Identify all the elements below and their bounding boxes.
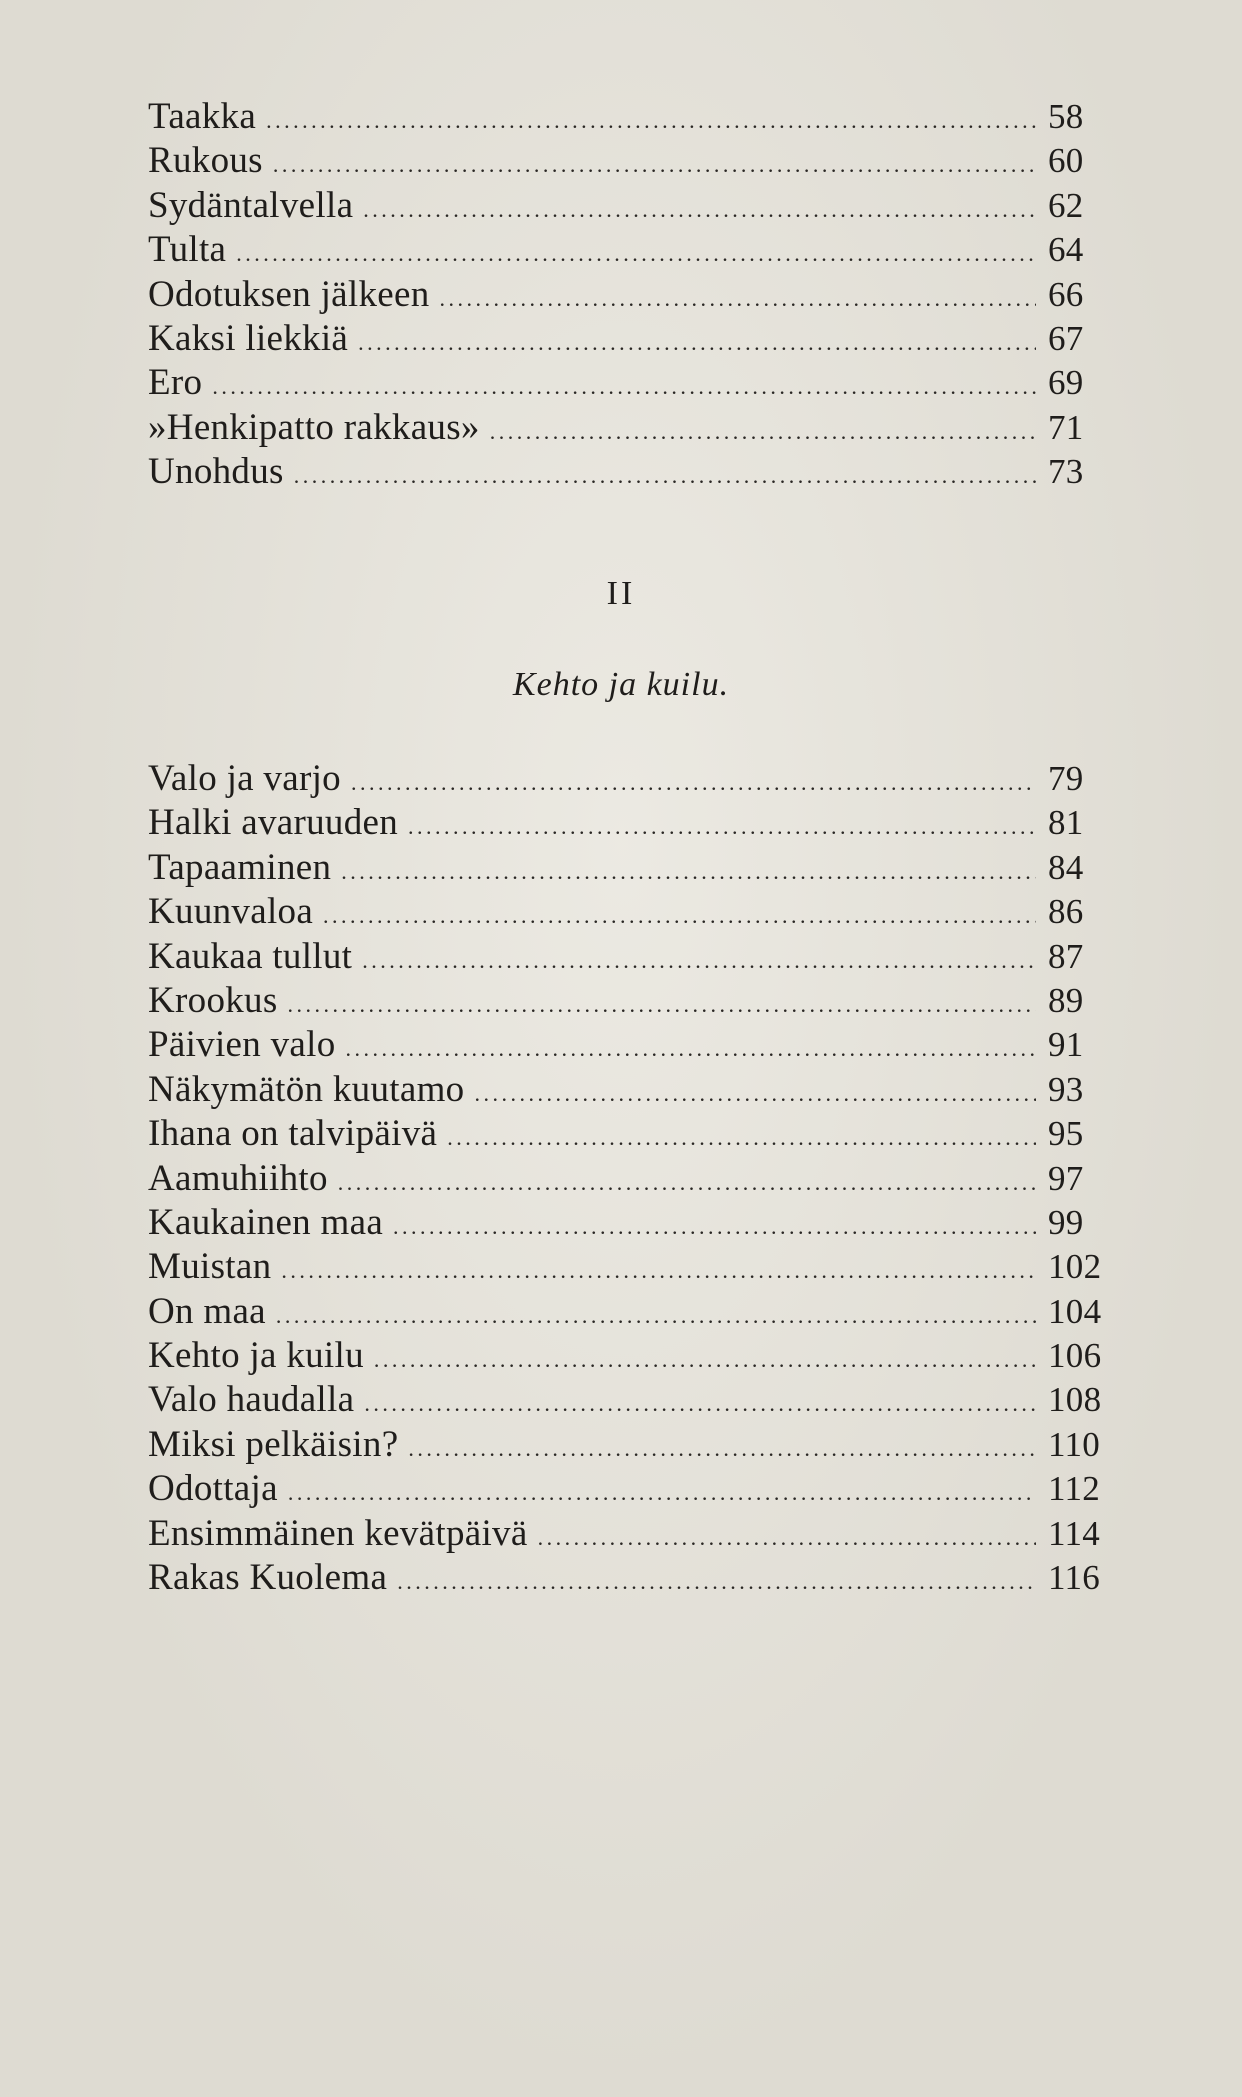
- dot-leader: [266, 99, 1036, 143]
- toc-entry-page: 93: [1048, 1069, 1084, 1109]
- toc-entry-page: 95: [1048, 1114, 1084, 1154]
- toc-entry: [148, 1290, 1112, 1334]
- toc-entry-page: 116: [1048, 1558, 1101, 1598]
- dot-leader: [397, 1560, 1036, 1604]
- dot-leader: [281, 1249, 1036, 1293]
- dot-leader: [364, 1382, 1036, 1426]
- toc-entry: [148, 361, 1112, 405]
- dot-leader: [341, 850, 1036, 894]
- dot-leader: [323, 894, 1036, 938]
- toc-entry-title: Aamuhiihto: [148, 1157, 328, 1199]
- toc-entry-page: 114: [1048, 1513, 1101, 1553]
- table-of-contents-part-1: [148, 95, 1112, 495]
- section-numeral: II: [606, 575, 636, 612]
- dot-leader: [212, 365, 1036, 409]
- toc-entry-title: Kaukainen maa: [148, 1201, 384, 1243]
- toc-entry-page: 69: [1048, 363, 1084, 403]
- toc-entry-title: Ihana on talvipäivä: [148, 1113, 438, 1155]
- toc-entry-title: Valo ja varjo: [148, 758, 341, 799]
- toc-entry: [148, 228, 1112, 272]
- toc-entry-page: 60: [1048, 141, 1084, 181]
- toc-entry-page: 97: [1048, 1158, 1084, 1198]
- toc-entry: [148, 1201, 1112, 1245]
- toc-entry-page: 110: [1048, 1424, 1101, 1464]
- toc-entry-page: 89: [1048, 980, 1084, 1020]
- toc-entry: [148, 1512, 1112, 1556]
- dot-leader: [393, 1205, 1036, 1249]
- toc-entry-title: Krookus: [148, 979, 278, 1021]
- toc-entry: [148, 935, 1112, 979]
- toc-entry-title: Odottaja: [148, 1468, 278, 1510]
- toc-entry: [148, 979, 1112, 1023]
- toc-entry: [148, 406, 1112, 450]
- toc-entry: [148, 273, 1112, 317]
- toc-entry-title: Unohdus: [148, 451, 284, 493]
- toc-entry: [148, 1068, 1112, 1112]
- toc-entry-page: 84: [1048, 847, 1084, 887]
- toc-entry-title: Tulta: [148, 229, 227, 271]
- toc-entry-page: 62: [1048, 185, 1084, 225]
- toc-entry-title: Miksi pelkäisin?: [148, 1423, 399, 1465]
- toc-entry-page: 104: [1048, 1291, 1102, 1331]
- toc-entry-page: 112: [1048, 1469, 1101, 1509]
- dot-leader: [346, 1027, 1036, 1071]
- toc-entry: [148, 1556, 1112, 1600]
- section-title: Kehto ja kuilu.: [512, 666, 730, 703]
- toc-entry: [148, 317, 1112, 361]
- toc-entry-title: Kaksi liekkiä: [148, 317, 349, 359]
- dot-leader: [273, 143, 1036, 187]
- dot-leader: [408, 1427, 1036, 1471]
- toc-entry-title: Odotuksen jälkeen: [148, 273, 430, 315]
- toc-entry-page: 71: [1048, 407, 1084, 447]
- toc-entry: [148, 139, 1112, 183]
- toc-entry: [148, 95, 1112, 139]
- toc-entry-title: Taakka: [148, 96, 257, 137]
- toc-entry-page: 99: [1048, 1202, 1084, 1242]
- toc-entry-title: Näkymätön kuutamo: [148, 1068, 465, 1110]
- toc-entry: [148, 846, 1112, 890]
- toc-entry-page: 79: [1048, 759, 1084, 798]
- toc-entry: [148, 1245, 1112, 1289]
- dot-leader: [538, 1516, 1036, 1560]
- dot-leader: [363, 188, 1036, 232]
- dot-leader: [374, 1338, 1036, 1382]
- toc-entry-title: Kuunvaloa: [148, 891, 314, 933]
- toc-entry-title: Valo haudalla: [148, 1379, 355, 1421]
- toc-entry-page: 73: [1048, 452, 1084, 492]
- toc-entry: [148, 1378, 1112, 1422]
- dot-leader: [447, 1116, 1036, 1160]
- toc-entry: [148, 1023, 1112, 1067]
- toc-entry: [148, 890, 1112, 934]
- toc-entry: [148, 184, 1112, 228]
- toc-entry: [148, 1423, 1112, 1467]
- dot-leader: [288, 1471, 1036, 1515]
- dot-leader: [358, 321, 1036, 365]
- toc-entry-page: 58: [1048, 97, 1084, 136]
- dot-leader: [288, 983, 1036, 1027]
- toc-entry-page: 102: [1048, 1247, 1102, 1287]
- table-of-contents-part-2: [148, 757, 1112, 1600]
- toc-entry-page: 86: [1048, 892, 1084, 932]
- toc-entry-title: Ero: [148, 362, 203, 404]
- toc-entry-page: 67: [1048, 318, 1084, 358]
- toc-entry-page: 66: [1048, 274, 1084, 314]
- toc-entry-page: 106: [1048, 1336, 1102, 1376]
- dot-leader: [294, 454, 1036, 498]
- toc-entry: [148, 801, 1112, 845]
- toc-entry-title: Rakas Kuolema: [148, 1557, 388, 1599]
- dot-leader: [236, 232, 1036, 276]
- dot-leader: [276, 1294, 1036, 1338]
- dot-leader: [351, 761, 1036, 805]
- toc-entry: [148, 1112, 1112, 1156]
- toc-entry-title: Kaukaa tullut: [148, 935, 353, 977]
- dot-leader: [338, 1161, 1036, 1205]
- toc-entry: [148, 450, 1112, 494]
- toc-entry-title: »Henkipatto rakkaus»: [148, 406, 480, 448]
- toc-entry: [148, 1467, 1112, 1511]
- toc-entry: [148, 757, 1112, 801]
- toc-entry-title: Rukous: [148, 140, 263, 182]
- toc-entry-title: On maa: [148, 1290, 266, 1332]
- dot-leader: [408, 805, 1036, 849]
- dot-leader: [490, 410, 1036, 454]
- toc-entry-page: 81: [1048, 803, 1084, 843]
- toc-entry-title: Ensimmäinen kevätpäivä: [148, 1512, 528, 1554]
- toc-entry-page: 64: [1048, 230, 1084, 270]
- toc-entry-title: Päivien valo: [148, 1024, 336, 1066]
- toc-entry-title: Kehto ja kuilu: [148, 1335, 364, 1377]
- dot-leader: [474, 1072, 1036, 1116]
- toc-entry-title: Tapaaminen: [148, 846, 332, 888]
- toc-entry-page: 87: [1048, 936, 1084, 976]
- toc-entry-page: 108: [1048, 1380, 1102, 1420]
- toc-entry: [148, 1334, 1112, 1378]
- toc-entry: [148, 1157, 1112, 1201]
- toc-entry-title: Muistan: [148, 1246, 272, 1288]
- toc-entry-title: Sydäntalvella: [148, 184, 354, 226]
- dot-leader: [362, 939, 1036, 983]
- toc-entry-title: Halki avaruuden: [148, 802, 399, 844]
- dot-leader: [440, 277, 1037, 321]
- toc-entry-page: 91: [1048, 1025, 1084, 1065]
